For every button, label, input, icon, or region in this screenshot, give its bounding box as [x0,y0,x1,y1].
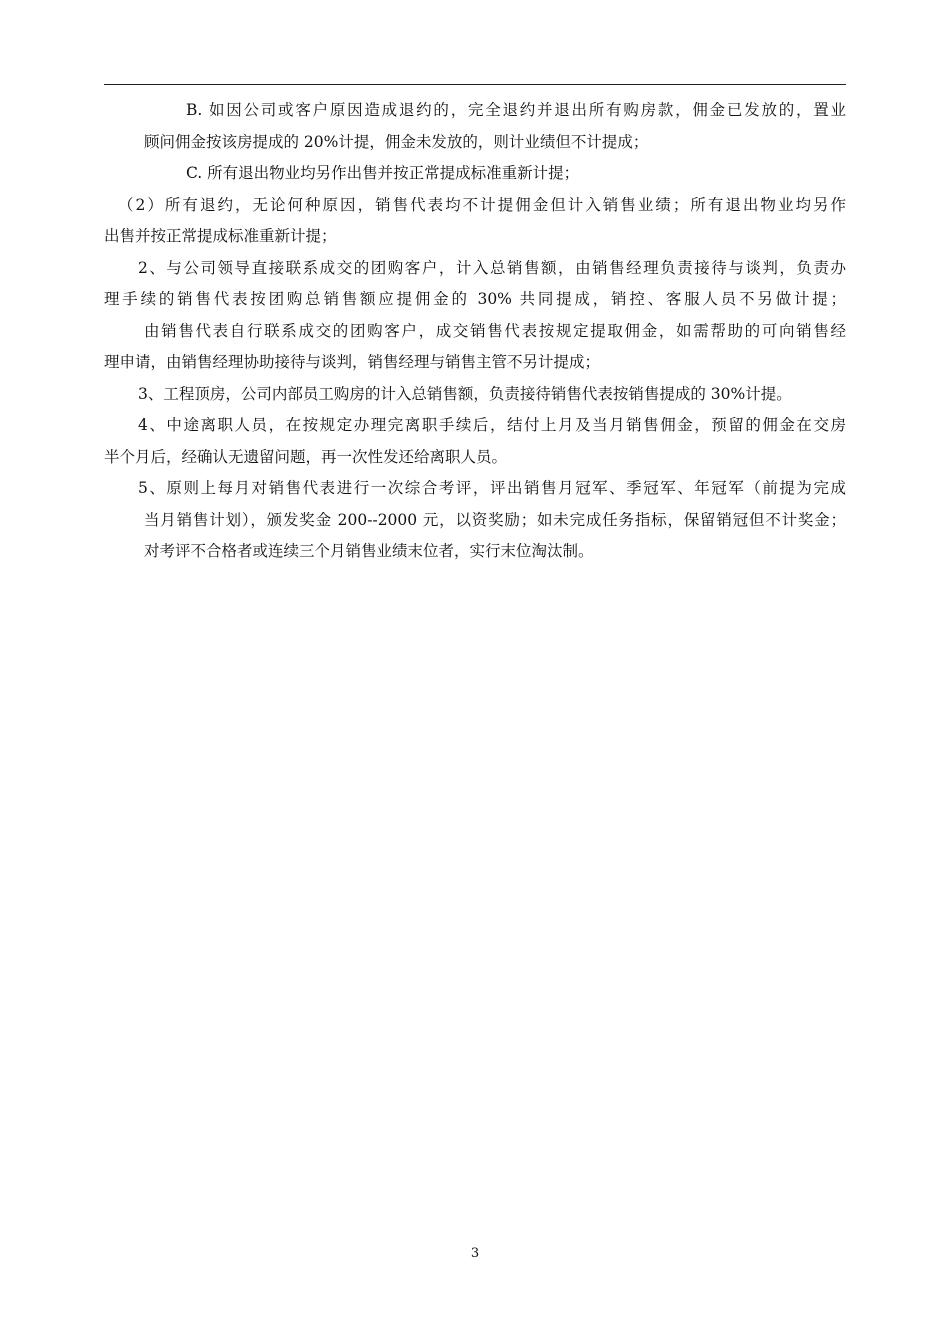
item-2-sub-line-1: 由销售代表自行联系成交的团购客户，成交销售代表按规定提取佣金，如需帮助的可向销售经 [144,321,846,340]
item-4-line-1: 4、中途离职人员，在按规定办理完离职手续后，结付上月及当月销售佣金，预留的佣金在交房 [138,416,846,434]
item-2-1-line-2: 出售并按正常提成标准重新计提； [104,227,337,245]
clause-b-line-2: 顾问佣金按该房提成的 20%计提，佣金未发放的，则计业绩但不计提成； [144,132,649,151]
item-2-1-line-1: （2）所有退约，无论何种原因，销售代表均不计提佣金但计入销售业绩；所有退出物业均另作 [118,195,846,214]
item-4-line-2: 半个月后，经确认无遗留问题，再一次性发还给离职人员。 [104,447,508,466]
item-2-sub-line-2: 理申请，由销售经理协助接待与谈判，销售经理与销售主管不另计提成； [104,353,601,371]
item-2-line-2: 理手续的销售代表按团购总销售额应提佣金的 30% 共同提成，销控、客服人员不另做计提； [104,290,846,308]
clause-b-line-1: B. 如因公司或客户原因造成退约的，完全退约并退出所有购房款，佣金已发放的，置业 [186,101,846,119]
page-number: 3 [470,1246,480,1261]
item-5-line-1: 5、原则上每月对销售代表进行一次综合考评，评出销售月冠军、季冠军、年冠军（前提为完成 [138,479,846,497]
header-rule [104,84,846,85]
item-5-line-2: 当月销售计划），颁发奖金 200--2000 元，以资奖励；如未完成任务指标，保留销冠但不计奖金； [144,510,846,529]
item-5-line-3: 对考评不合格者或连续三个月销售业绩末位者，实行末位淘汰制。 [144,542,594,560]
item-2-line-1: 2、与公司领导直接联系成交的团购客户，计入总销售额，由销售经理负责接待与谈判，负责办 [138,258,846,277]
item-3-line: 3、工程顶房，公司内部员工购房的计入总销售额，负责接待销售代表按销售提成的 30%计提。 [138,384,792,403]
clause-c-line: C. 所有退出物业均另作出售并按正常提成标准重新计提； [186,164,580,182]
document-body [104,95,846,568]
